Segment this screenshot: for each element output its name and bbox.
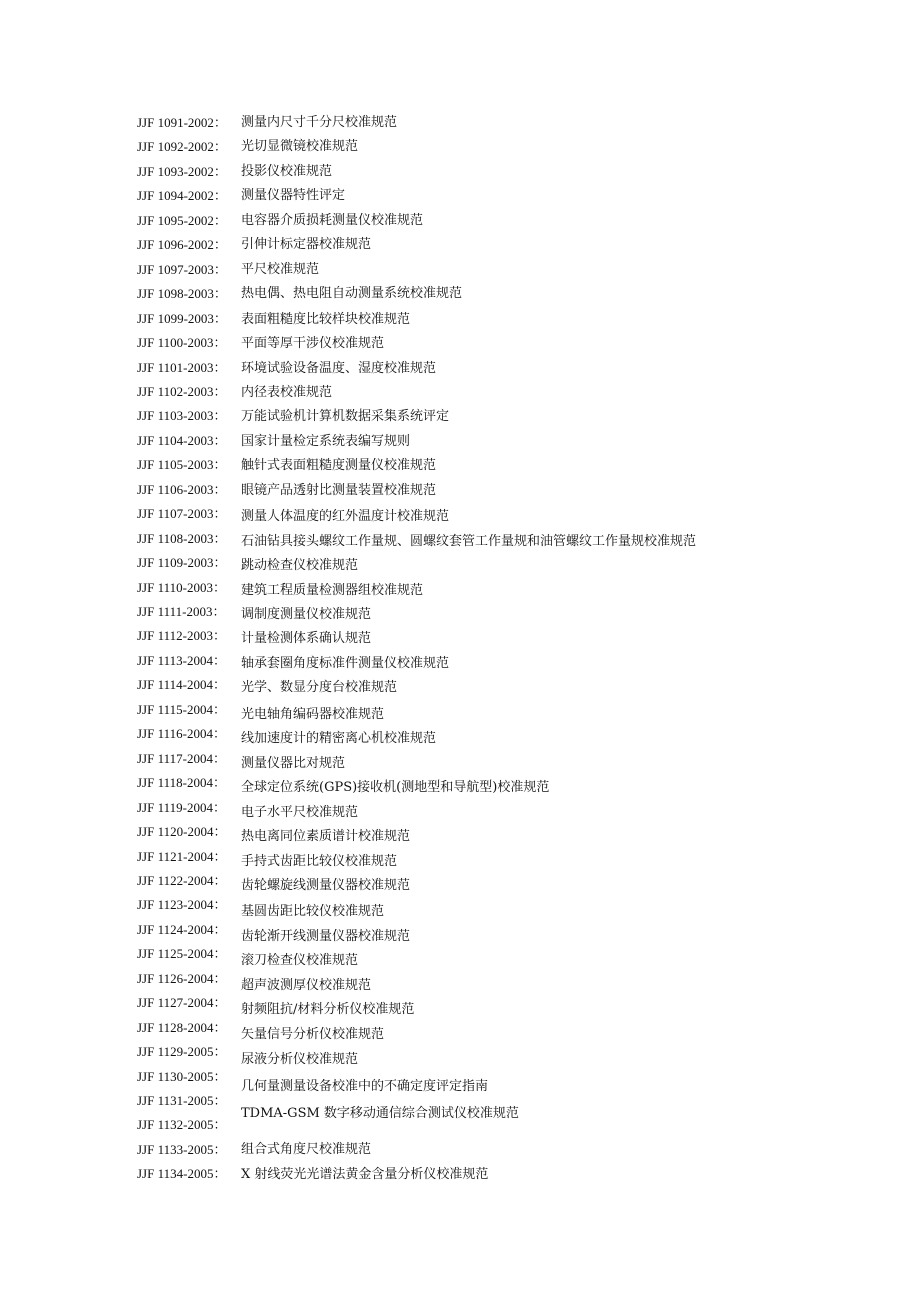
standard-code: JJF 1122-2004： (137, 872, 227, 888)
standard-code: JJF 1113-2004： (137, 652, 226, 668)
standard-code: JJF 1128-2004： (137, 1019, 227, 1035)
standard-code: JJF 1130-2005： (137, 1068, 227, 1084)
standard-code: JJF 1116-2004： (137, 726, 226, 742)
standard-code: JJF 1091-2002： (137, 115, 227, 130)
standard-code: JJF 1101-2003： (137, 359, 227, 375)
standard-title: 计量检测体系确认规范 (241, 631, 372, 647)
standard-code: JJF 1119-2004： (137, 799, 226, 815)
list-item (0, 1142, 920, 1166)
standard-code: JJF 1117-2004： (137, 750, 226, 766)
standard-title: 光切显微镜校准规范 (241, 139, 359, 155)
list-item (0, 702, 920, 726)
standard-code: JJF 1112-2003： (137, 628, 226, 644)
list-item (0, 946, 920, 970)
standard-code: JJF 1092-2002： (137, 139, 227, 155)
list-item (0, 653, 920, 677)
list-item (0, 849, 920, 873)
list-item (0, 751, 920, 775)
standard-title: 测量人体温度的红外温度计校准规范 (241, 509, 450, 525)
list-item (0, 897, 920, 921)
list-item (0, 1044, 920, 1068)
list-item (0, 213, 920, 237)
standard-title: 眼镜产品透射比测量装置校准规范 (241, 482, 437, 498)
list-item (0, 1093, 920, 1121)
standard-title: 表面粗糙度比较样块校准规范 (241, 311, 411, 327)
standard-code: JJF 1100-2003： (137, 335, 227, 351)
standard-title: 齿轮螺旋线测量仪器校准规范 (241, 877, 411, 893)
list-item (0, 531, 920, 555)
standard-code: JJF 1109-2003： (137, 555, 227, 571)
standard-title: 国家计量检定系统表编写规则 (241, 433, 411, 449)
list-item (0, 677, 920, 701)
standard-title: 线加速度计的精密离心机校准规范 (241, 731, 437, 747)
standard-code: JJF 1124-2004： (137, 921, 227, 937)
standard-code: JJF 1127-2004： (137, 995, 227, 1011)
standard-title: 测量仪器特性评定 (241, 188, 346, 204)
list-item (0, 384, 920, 408)
standard-title: 射频阻抗/材料分析仪校准规范 (241, 1002, 415, 1018)
standard-title: TDMA-GSM 数字移动通信综合测试仪校准规范 (241, 1106, 519, 1121)
standard-code: JJF 1110-2003： (137, 579, 226, 595)
standard-title: 建筑工程质量检测器组校准规范 (241, 582, 424, 598)
standard-title: 矢量信号分析仪校准规范 (241, 1026, 385, 1042)
standard-code: JJF 1093-2002： (137, 163, 227, 179)
list-item (0, 922, 920, 946)
list-item (0, 188, 920, 212)
standard-title: 测量内尺寸千分尺校准规范 (241, 115, 398, 130)
standard-code: JJF 1095-2002： (137, 212, 227, 228)
standard-title: 平面等厚干涉仪校准规范 (241, 336, 385, 352)
list-item (0, 604, 920, 628)
standard-code: JJF 1120-2004： (137, 824, 227, 840)
standard-title: 光学、数显分度台校准规范 (241, 680, 398, 696)
standard-title: 测量仪器比对规范 (241, 755, 346, 771)
list-item (0, 1069, 920, 1093)
standard-code: JJF 1132-2005： (137, 1117, 227, 1133)
standard-code: JJF 1099-2003： (137, 310, 227, 326)
standard-title: 万能试验机计算机数据采集系统评定 (241, 409, 450, 425)
standard-title: 投影仪校准规范 (241, 163, 333, 179)
standard-title: 超声波测厚仪校准规范 (241, 977, 372, 993)
list-item (0, 262, 920, 286)
list-item (0, 482, 920, 506)
standard-title: 调制度测量仪校准规范 (241, 607, 372, 622)
list-item (0, 139, 920, 163)
list-item (0, 800, 920, 824)
standard-title: 基圆齿距比较仪校准规范 (241, 904, 385, 920)
standard-title: 轴承套圈角度标准件测量仪校准规范 (241, 655, 450, 671)
list-item (0, 433, 920, 457)
standard-code: JJF 1133-2005： (137, 1141, 227, 1157)
standard-code: JJF 1126-2004： (137, 970, 227, 986)
list-item (0, 775, 920, 799)
list-item (0, 824, 920, 848)
list-item (0, 1020, 920, 1044)
standard-title: 几何量测量设备校准中的不确定度评定指南 (241, 1078, 489, 1094)
standard-code: JJF 1097-2003： (137, 261, 227, 277)
standard-title: 热电离同位素质谱计校准规范 (241, 829, 411, 845)
standard-title: 电子水平尺校准规范 (241, 804, 359, 820)
list-item (0, 286, 920, 310)
standard-title: 环境试验设备温度、湿度校准规范 (241, 360, 437, 376)
standard-code: JJF 1106-2003： (137, 481, 227, 497)
list-item (0, 237, 920, 261)
standard-code: JJF 1096-2002： (137, 237, 227, 253)
list-item (0, 115, 920, 139)
standard-code: JJF 1103-2003： (137, 408, 227, 424)
standard-title: 光电轴角编码器校准规范 (241, 706, 385, 722)
list-item (0, 555, 920, 579)
standard-title: 热电偶、热电阻自动测量系统校准规范 (241, 286, 463, 302)
standard-title: 触针式表面粗糙度测量仪校准规范 (241, 458, 437, 474)
list-item (0, 726, 920, 750)
list-item (0, 628, 920, 652)
standard-code: JJF 1131-2005： (137, 1093, 227, 1108)
standard-title: 手持式齿距比较仪校准规范 (241, 853, 398, 869)
standard-code: JJF 1098-2003： (137, 286, 227, 302)
standard-code: JJF 1121-2004： (137, 848, 227, 864)
standard-title: 跳动检查仪校准规范 (241, 558, 359, 574)
list-item (0, 971, 920, 995)
standard-code: JJF 1115-2004： (137, 701, 226, 717)
list-item (0, 457, 920, 481)
standard-title: 全球定位系统(GPS)接收机(测地型和导航型)校准规范 (241, 780, 550, 796)
standard-title: 内径表校准规范 (241, 384, 333, 400)
list-item (0, 311, 920, 335)
standard-title: 齿轮渐开线测量仪器校准规范 (241, 928, 411, 944)
standard-code: JJF 1111-2003： (137, 604, 226, 619)
standard-code: JJF 1123-2004： (137, 897, 227, 913)
standard-title: 平尺校准规范 (241, 261, 320, 277)
standard-code: JJF 1114-2004： (137, 677, 226, 693)
list-item (0, 506, 920, 530)
standard-title: 电容器介质损耗测量仪校准规范 (241, 212, 424, 228)
standard-code: JJF 1102-2003： (137, 383, 227, 399)
standard-title: 组合式角度尺校准规范 (241, 1141, 372, 1157)
standard-code: JJF 1104-2003： (137, 432, 227, 448)
list-item (0, 1117, 920, 1141)
standard-title: 引伸计标定器校准规范 (241, 237, 372, 253)
standard-code: JJF 1118-2004： (137, 775, 226, 791)
list-item (0, 580, 920, 604)
standard-title: X 射线荧光光谱法黄金含量分析仪校准规范 (241, 1167, 489, 1183)
list-item (0, 164, 920, 188)
list-item (0, 873, 920, 897)
standard-code: JJF 1094-2002： (137, 188, 227, 204)
standard-title: 滚刀检查仪校准规范 (241, 953, 359, 969)
list-item (0, 408, 920, 432)
standard-code: JJF 1125-2004： (137, 946, 227, 962)
standard-code: JJF 1105-2003： (137, 457, 227, 473)
standard-code: JJF 1129-2005： (137, 1044, 227, 1060)
list-item (0, 360, 920, 384)
standard-code: JJF 1134-2005： (137, 1166, 227, 1182)
standard-code: JJF 1108-2003： (137, 530, 227, 546)
list-item (0, 335, 920, 359)
standard-title: 石油钻具接头螺纹工作量规、圆螺纹套管工作量规和油管螺纹工作量规校准规范 (241, 533, 697, 549)
list-item (0, 1166, 920, 1190)
standard-code: JJF 1107-2003： (137, 506, 227, 522)
standard-title: 尿液分析仪校准规范 (241, 1052, 359, 1068)
list-item (0, 995, 920, 1019)
